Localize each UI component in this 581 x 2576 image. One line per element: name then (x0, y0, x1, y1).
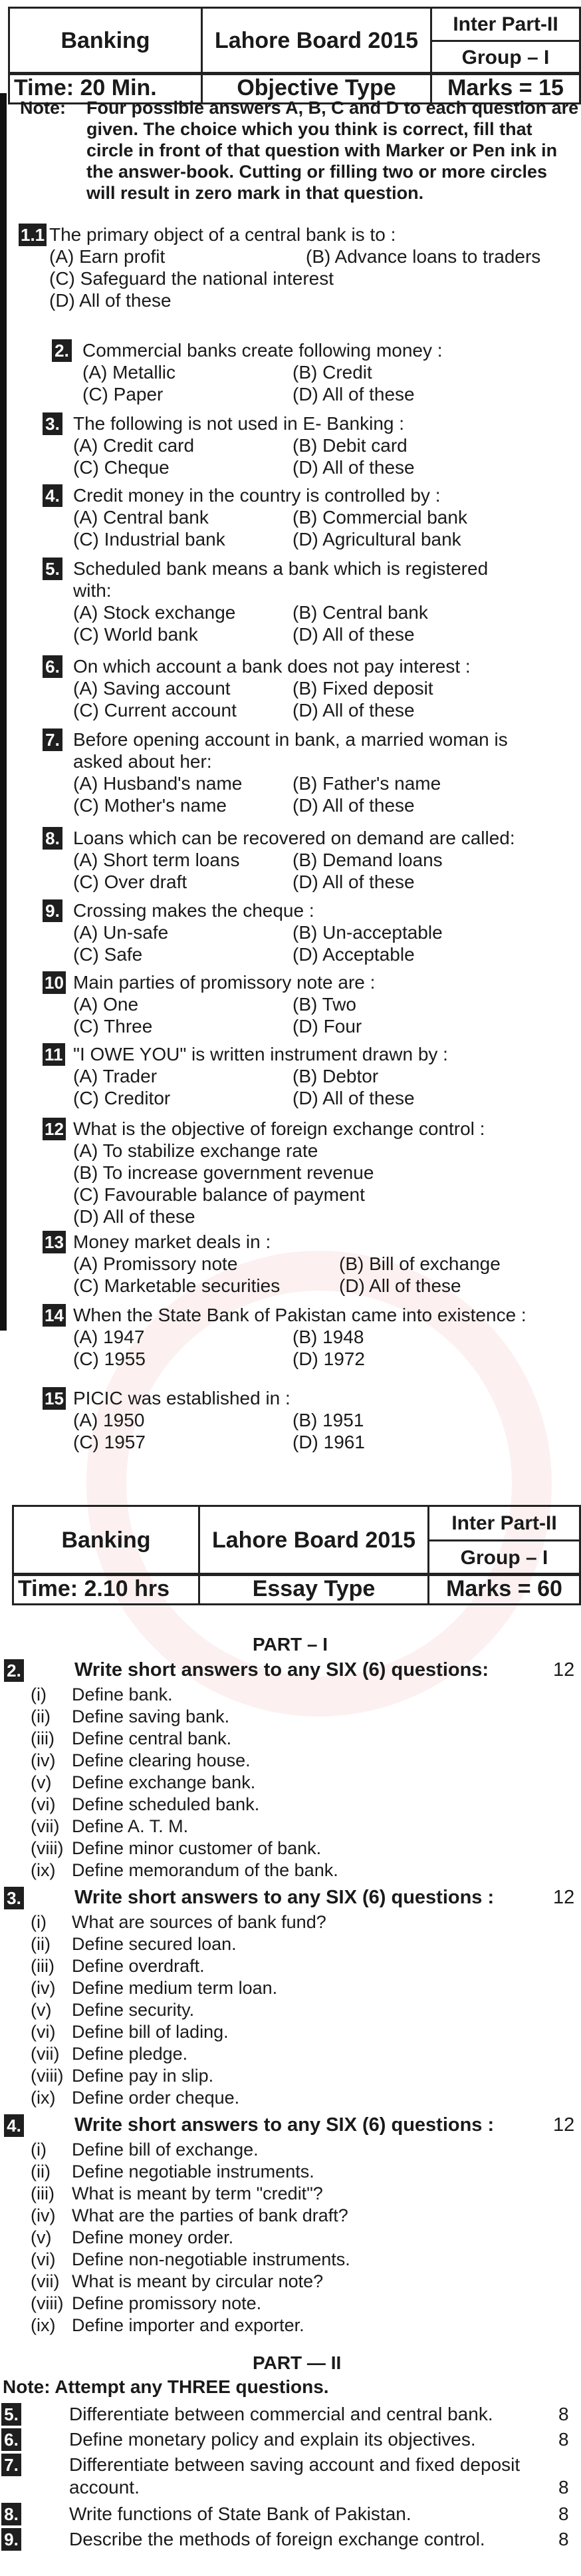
essay-subheader-table (12, 1573, 581, 1605)
question-stem: Money market deals in : (73, 1231, 271, 1252)
option-b: (B) Un-acceptable (292, 922, 443, 943)
sub-question-numeral: (ix) (31, 2088, 56, 2108)
question-number: 12 (43, 1118, 66, 1140)
sub-question (31, 2140, 259, 2160)
sub-question-numeral: (v) (31, 2227, 52, 2247)
question-number: 10 (43, 971, 66, 994)
sub-question-text: What is meant by circular note? (72, 2271, 324, 2291)
question-number: 9. (43, 899, 62, 922)
question-text: Define monetary policy and explain its objectives. (69, 2429, 476, 2450)
question-stem: Credit money in the country is controlled by : (73, 485, 441, 506)
sub-question-text: Define pledge. (72, 2044, 188, 2064)
question-number: 4. (4, 2114, 24, 2137)
sub-question (31, 1750, 251, 1771)
time-cell: Time: 20 Min. (9, 73, 202, 104)
question-stem: What is the objective of foreign exchange control : (73, 1118, 485, 1139)
sub-question-numeral: (iv) (31, 2205, 56, 2225)
question-marks: 8 (558, 2404, 569, 2424)
option-d: (D) All of these (292, 457, 415, 478)
option-b: (B) 1951 (292, 1410, 364, 1430)
sub-question-text: What are sources of bank fund? (72, 1912, 326, 1932)
question-stem: Crossing makes the cheque : (73, 900, 314, 921)
option-c: (C) Safeguard the national interest (49, 268, 334, 289)
sub-question (31, 1956, 205, 1977)
note-label: Note: (20, 98, 66, 118)
question-marks: 12 (553, 1659, 575, 1681)
question-stem-continued: asked about her: (73, 751, 212, 772)
part-2-note: Note: Attempt any THREE questions. (3, 2376, 329, 2397)
sub-question-numeral: (vii) (31, 1816, 60, 1836)
question-marks: 12 (553, 1887, 575, 1908)
sub-question-numeral: (viii) (31, 2293, 64, 2313)
part-line-1: Inter Part-II (453, 13, 558, 35)
option-d: (D) 1961 (292, 1432, 365, 1452)
question-number: 7. (43, 728, 62, 751)
sub-question-text: Define order cheque. (72, 2088, 240, 2108)
question-number: 3. (43, 412, 62, 435)
option-a: (A) Stock exchange (73, 602, 236, 623)
question-number: 14 (43, 1304, 66, 1327)
question-number: 2. (52, 339, 72, 362)
option-d: (D) All of these (292, 624, 415, 645)
option-d: (D) All of these (292, 1088, 415, 1108)
sub-question-numeral: (i) (31, 1685, 47, 1704)
sub-question (31, 1685, 173, 1705)
option-b: (B) Credit (292, 362, 372, 383)
sub-question (31, 1860, 338, 1881)
question-stem: The primary object of a central bank is to : (49, 224, 396, 245)
sub-question-numeral: (ix) (31, 2315, 56, 2335)
question-marks: 8 (558, 2429, 569, 2450)
sub-question-text: Define bill of exchange. (72, 2140, 259, 2160)
sub-question (31, 1706, 229, 1727)
question-number: 4. (43, 484, 62, 507)
mcq-item (0, 558, 581, 657)
question-number: 5. (1, 2403, 21, 2426)
question-stem: When the State Bank of Pakistan came into existence : (73, 1305, 526, 1325)
sub-question (31, 1794, 259, 1815)
option-c: (C) Creditor (73, 1088, 171, 1108)
sub-question-text: Define saving bank. (72, 1706, 230, 1726)
long-question (0, 2503, 581, 2527)
option-b: (B) Commercial bank (292, 507, 467, 528)
option-a: (A) Saving account (73, 678, 231, 699)
question-heading: Write short answers to any SIX (6) questions : (74, 2114, 495, 2136)
sub-question-text: Define secured loan. (72, 1934, 237, 1954)
sub-question-numeral: (vi) (31, 2249, 56, 2269)
sub-question-text: Define money order. (72, 2227, 234, 2247)
question-number: 6. (1, 2428, 21, 2451)
option-d: (D) All of these (292, 795, 415, 816)
sub-question-numeral: (i) (31, 2140, 47, 2160)
question-stem-continued: with: (73, 580, 112, 601)
sub-question-numeral: (ii) (31, 1934, 51, 1954)
option-c: (C) 1955 (73, 1349, 146, 1369)
sub-question-numeral: (ii) (31, 2162, 51, 2181)
short-question-block (0, 1659, 581, 1885)
sub-question-text: Define importer and exporter. (72, 2315, 304, 2335)
question-number: 8. (43, 827, 62, 850)
essay-board-cell: Lahore Board 2015 (199, 1506, 429, 1575)
option-d: (D) Acceptable (292, 944, 415, 965)
sub-question-numeral: (vii) (31, 2271, 60, 2291)
short-question-block (0, 2114, 581, 2340)
question-stem: "I OWE YOU" is written instrument drawn by : (73, 1044, 448, 1064)
sub-question-numeral: (iii) (31, 2183, 55, 2203)
option-a: (A) One (73, 994, 139, 1015)
option-b: (B) Central bank (292, 602, 428, 623)
question-text-continued: account. (69, 2477, 140, 2497)
option-a: (A) Short term loans (73, 850, 240, 870)
option-a: (A) 1950 (73, 1410, 145, 1430)
option-d: (D) 1972 (292, 1349, 365, 1369)
question-number: 6. (43, 655, 62, 678)
essay-part-cell: Inter Part-II (429, 1506, 580, 1541)
option-c: (C) 1957 (73, 1432, 146, 1452)
sub-question-text: Define memorandum of the bank. (72, 1860, 338, 1880)
option-c: (C) World bank (73, 624, 198, 645)
sub-question-text: What are the parties of bank draft? (72, 2205, 348, 2225)
option-c: (C) Over draft (73, 872, 187, 892)
question-number: 1.1 (19, 224, 47, 246)
sub-question (31, 2205, 348, 2226)
part-1-title: PART – I (253, 1634, 328, 1655)
objective-header-table (8, 7, 581, 75)
option-b: (B) Father's name (292, 773, 441, 794)
question-number: 13 (43, 1231, 66, 1253)
sub-question-text: Define minor customer of bank. (72, 1838, 322, 1858)
question-stem: Main parties of promissory note are : (73, 972, 376, 993)
sub-question-numeral: (ix) (31, 1860, 56, 1880)
option-a: (A) 1947 (73, 1327, 145, 1347)
sub-question (31, 2183, 323, 2204)
option-b: (B) Debtor (292, 1066, 379, 1086)
question-stem: The following is not used in E- Banking : (73, 413, 405, 434)
board-cell: Lahore Board 2015 (202, 8, 431, 75)
question-heading: Write short answers to any SIX (6) questions: (74, 1659, 489, 1681)
part-cell (431, 8, 580, 41)
note-text: Four possible answers A, B, C and D to each question are given. The choice which you think is correct, fill that circle in front of that question with Marker or Pen ink in the answer-book. Cutting or filling two or more circles will result in zero mark in that question. (86, 98, 579, 203)
option-c: (C) Favourable balance of payment (73, 1184, 365, 1205)
question-heading: Write short answers to any SIX (6) questions : (74, 1887, 495, 1908)
marks-cell: Marks = 15 (431, 73, 580, 104)
option-c: (C) Mother's name (73, 795, 227, 816)
question-text: Differentiate between commercial and central bank. (69, 2404, 493, 2424)
subject-cell: Banking (9, 8, 202, 75)
option-d: (D) All of these (292, 384, 415, 404)
sub-question-numeral: (i) (31, 1912, 47, 1932)
option-c: (C) Current account (73, 700, 237, 721)
sub-question-numeral: (vi) (31, 2022, 56, 2042)
question-stem: PICIC was established in : (73, 1388, 290, 1408)
question-marks: 12 (553, 2114, 575, 2136)
essay-time-cell: Time: 2.10 hrs (13, 1574, 199, 1605)
option-b: (B) Fixed deposit (292, 678, 433, 699)
essay-type-cell: Essay Type (199, 1574, 429, 1605)
essay-marks-cell: Marks = 60 (429, 1574, 580, 1605)
sub-question (31, 1816, 188, 1837)
short-question-block (0, 1887, 581, 2113)
option-d: (D) Four (292, 1016, 362, 1037)
sub-question (31, 1838, 321, 1859)
question-stem: On which account a bank does not pay interest : (73, 656, 471, 677)
question-text: Write functions of State Bank of Pakistan. (69, 2503, 411, 2524)
option-b: (B) Debit card (292, 435, 407, 456)
part-2-title: PART — II (253, 2352, 342, 2373)
option-a: (A) Credit card (73, 435, 195, 456)
option-d: (D) Agricultural bank (292, 529, 461, 550)
option-d: (D) All of these (49, 290, 172, 311)
sub-question-text: Define A. T. M. (72, 1816, 189, 1836)
essay-group-cell: Group – I (429, 1541, 580, 1575)
mcq-item (0, 224, 581, 323)
long-question (0, 2454, 581, 2501)
option-c: (C) Paper (82, 384, 164, 404)
question-stem: Before opening account in bank, a married woman is (73, 729, 508, 750)
sub-question-numeral: (vii) (31, 2044, 60, 2064)
question-number: 7. (1, 2454, 21, 2476)
option-c: (C) Safe (73, 944, 143, 965)
option-a: (A) Metallic (82, 362, 176, 383)
sub-question-text: Define security. (72, 2000, 195, 2020)
sub-question-numeral: (v) (31, 2000, 52, 2020)
option-b: (B) 1948 (292, 1327, 364, 1347)
essay-header-table (12, 1505, 581, 1576)
sub-question (31, 2162, 314, 2182)
option-c: (C) Industrial bank (73, 529, 225, 550)
option-b: (B) Bill of exchange (339, 1253, 501, 1274)
question-number: 8. (1, 2503, 21, 2525)
option-b: (B) To increase government revenue (73, 1162, 374, 1183)
sub-question-text: Define medium term loan. (72, 1978, 278, 1998)
long-question (0, 2428, 581, 2452)
option-b: (B) Two (292, 994, 356, 1015)
option-d: (D) All of these (292, 700, 415, 721)
sub-question-numeral: (viii) (31, 2066, 64, 2086)
sub-question-numeral: (v) (31, 1772, 52, 1792)
sub-question (31, 2227, 233, 2248)
question-stem: Commercial banks create following money : (82, 340, 443, 361)
mcq-item (0, 728, 581, 828)
sub-question (31, 2293, 261, 2314)
question-stem: Scheduled bank means a bank which is registered (73, 558, 489, 579)
sub-question-numeral: (iv) (31, 1750, 56, 1770)
question-number: 15 (43, 1387, 66, 1410)
type-cell: Objective Type (202, 73, 431, 104)
group-cell: Group – I (431, 41, 580, 75)
option-b: (B) Demand loans (292, 850, 443, 870)
sub-question (31, 2044, 187, 2064)
question-number: 2. (4, 1659, 24, 1682)
sub-question (31, 2066, 213, 2086)
question-number: 3. (4, 1887, 24, 1909)
sub-question-numeral: (iii) (31, 1728, 55, 1748)
option-a: (A) Husband's name (73, 773, 243, 794)
sub-question-text: Define non-negotiable instruments. (72, 2249, 350, 2269)
sub-question (31, 2000, 194, 2020)
question-number: 5. (43, 558, 62, 580)
question-number: 9. (1, 2528, 21, 2551)
instructions-note (20, 97, 581, 204)
sub-question-numeral: (iv) (31, 1978, 56, 1998)
sub-question-numeral: (vi) (31, 1794, 56, 1814)
sub-question-text: Define promissory note. (72, 2293, 262, 2313)
option-d: (D) All of these (339, 1275, 461, 1296)
option-c: (C) Marketable securities (73, 1275, 281, 1296)
option-d: (D) All of these (292, 872, 415, 892)
question-text: Describe the methods of foreign exchange control. (69, 2529, 485, 2549)
question-marks: 8 (558, 2503, 569, 2524)
sub-question (31, 2088, 239, 2108)
sub-question-text: Define overdraft. (72, 1956, 205, 1976)
sub-question-text: Define clearing house. (72, 1750, 251, 1770)
sub-question-text: Define central bank. (72, 1728, 232, 1748)
sub-question (31, 2271, 323, 2292)
long-question (0, 2403, 581, 2427)
option-d: (D) All of these (73, 1206, 195, 1227)
option-c: (C) Three (73, 1016, 153, 1037)
sub-question-text: Define scheduled bank. (72, 1794, 260, 1814)
question-marks: 8 (558, 2529, 569, 2549)
sub-question (31, 2022, 229, 2042)
sub-question-text: Define negotiable instruments. (72, 2162, 314, 2181)
option-a: (A) Un-safe (73, 922, 169, 943)
sub-question (31, 2315, 304, 2336)
sub-question-text: Define bill of lading. (72, 2022, 229, 2042)
option-a: (A) Central bank (73, 507, 209, 528)
sub-question (31, 1934, 237, 1955)
sub-question (31, 1772, 255, 1793)
question-text: Differentiate between saving account and fixed deposit (69, 2454, 521, 2475)
sub-question (31, 1978, 277, 1999)
option-a: (A) Promissory note (73, 1253, 238, 1274)
option-a: (A) Earn profit (49, 246, 166, 267)
sub-question-text: Define bank. (72, 1685, 173, 1704)
question-number: 11 (43, 1043, 65, 1066)
sub-question-numeral: (iii) (31, 1956, 55, 1976)
mcq-item (0, 1387, 581, 1487)
question-stem: Loans which can be recovered on demand are called: (73, 828, 515, 848)
sub-question-text: Define exchange bank. (72, 1772, 256, 1792)
option-c: (C) Cheque (73, 457, 170, 478)
option-a: (A) Trader (73, 1066, 158, 1086)
option-b: (B) Advance loans to traders (306, 246, 541, 267)
sub-question-numeral: (ii) (31, 1706, 51, 1726)
sub-question (31, 2249, 350, 2270)
sub-question-numeral: (viii) (31, 1838, 64, 1858)
mcq-item (0, 1118, 581, 1227)
question-marks: 8 (558, 2477, 569, 2497)
long-question (0, 2528, 581, 2552)
sub-question-text: What is meant by term "credit"? (72, 2183, 323, 2203)
sub-question (31, 1912, 326, 1933)
essay-subject-cell: Banking (13, 1506, 199, 1575)
sub-question (31, 1728, 231, 1749)
option-a: (A) To stabilize exchange rate (73, 1140, 318, 1161)
sub-question-text: Define pay in slip. (72, 2066, 214, 2086)
